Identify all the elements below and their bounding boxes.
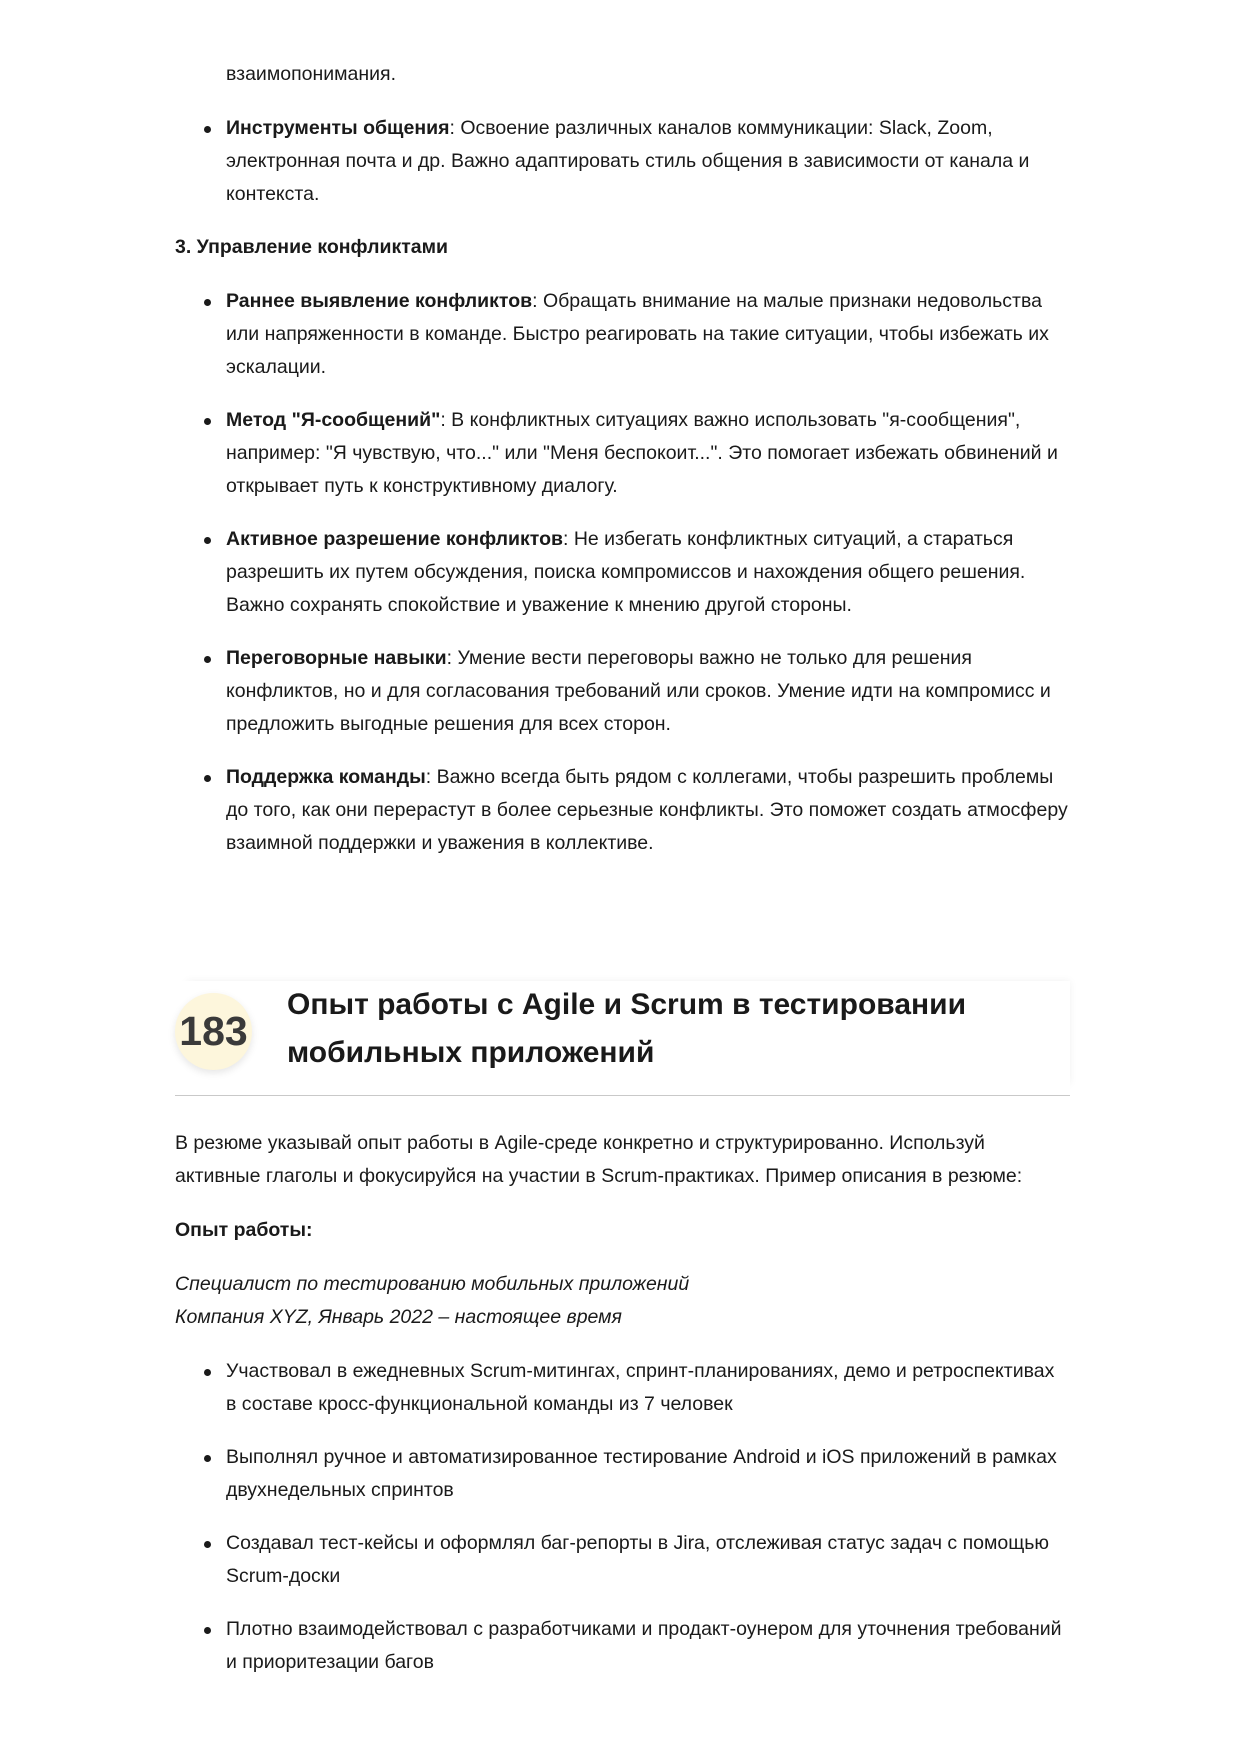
list-item (175, 523, 1070, 622)
item-term: Поддержка команды (226, 766, 426, 788)
item-term: Метод "Я-сообщений" (226, 409, 441, 431)
communication-list (175, 112, 1070, 211)
list-item (175, 404, 1070, 503)
item-term: Инструменты общения (226, 117, 450, 139)
section-heading: 3. Управление конфликтами (175, 236, 449, 258)
job-company-dates: Компания XYZ, Январь 2022 – настоящее время (175, 1306, 622, 1328)
list-item: Участвовал в ежедневных Scrum-митингах, спринт-планированиях, демо и ретроспективах в составе кросс-функциональной команды из 7 человек (175, 1355, 1070, 1421)
item-term: Активное разрешение конфликтов (226, 528, 563, 550)
continued-text: взаимопонимания. (226, 63, 397, 85)
list-item: Выполнял ручное и автоматизированное тестирование Android и iOS приложений в рамках двухнедельных спринтов (175, 1441, 1070, 1507)
list-item (175, 642, 1070, 741)
item-text: : Важно всегда быть рядом с коллегами, чтобы разрешить проблемы до того, как они перерастут в более серьезные конфликты. Это поможет создать атмосферу взаимной поддержки и уважения в коллективе. (226, 766, 1068, 854)
chapter-title: Опыт работы с Agile и Scrum в тестировании мобильных приложений (287, 988, 967, 1069)
item-text: : Не избегать конфликтных ситуаций, а стараться разрешить их путем обсуждения, поиска компромиссов и нахождения общего решения. Важно сохранять спокойствие и уважение к мнению другой стороны. (226, 528, 1026, 616)
conflict-management-list (175, 285, 1070, 860)
job-title: Специалист по тестированию мобильных приложений (175, 1273, 690, 1295)
list-item (175, 285, 1070, 384)
item-text: : В конфликтных ситуациях важно использовать "я-сообщения", например: "Я чувствую, что..." или "Меня беспокоит...". Это помогает избежать обвинений и открывает путь к конструктивному диалогу. (226, 409, 1058, 497)
document-page (175, 58, 1070, 1699)
job-role (175, 1268, 1070, 1334)
experience-label: Опыт работы: (175, 1219, 313, 1241)
item-text: : Обращать внимание на малые признаки недовольства или напряженности в команде. Быстро реагировать на такие ситуации, чтобы избежать их эскалации. (226, 290, 1049, 378)
chapter-header (175, 981, 1070, 1096)
list-item (175, 112, 1070, 211)
item-text: : Освоение различных каналов коммуникации: Slack, Zoom, электронная почта и др. Важно адаптировать стиль общения в зависимости от канала и контекста. (226, 117, 1030, 205)
list-item: Создавал тест-кейсы и оформлял баг-репорты в Jira, отслеживая статус задач с помощью Scrum-доски (175, 1527, 1070, 1593)
chapter-number-badge: 183 (175, 993, 252, 1070)
list-item (175, 761, 1070, 860)
item-text: : Умение вести переговоры важно не только для решения конфликтов, но и для согласования требований или сроков. Умение идти на компромисс и предложить выгодные решения для всех сторон. (226, 647, 1051, 735)
experience-list (175, 1355, 1070, 1679)
item-term: Раннее выявление конфликтов (226, 290, 533, 312)
item-term: Переговорные навыки (226, 647, 447, 669)
list-item: Плотно взаимодействовал с разработчиками и продакт-оунером для уточнения требований и приоритезации багов (175, 1613, 1070, 1679)
chapter-intro: В резюме указывай опыт работы в Agile-среде конкретно и структурированно. Используй активные глаголы и фокусируйся на участии в Scrum-практиках. Пример описания в резюме: (175, 1132, 1023, 1187)
